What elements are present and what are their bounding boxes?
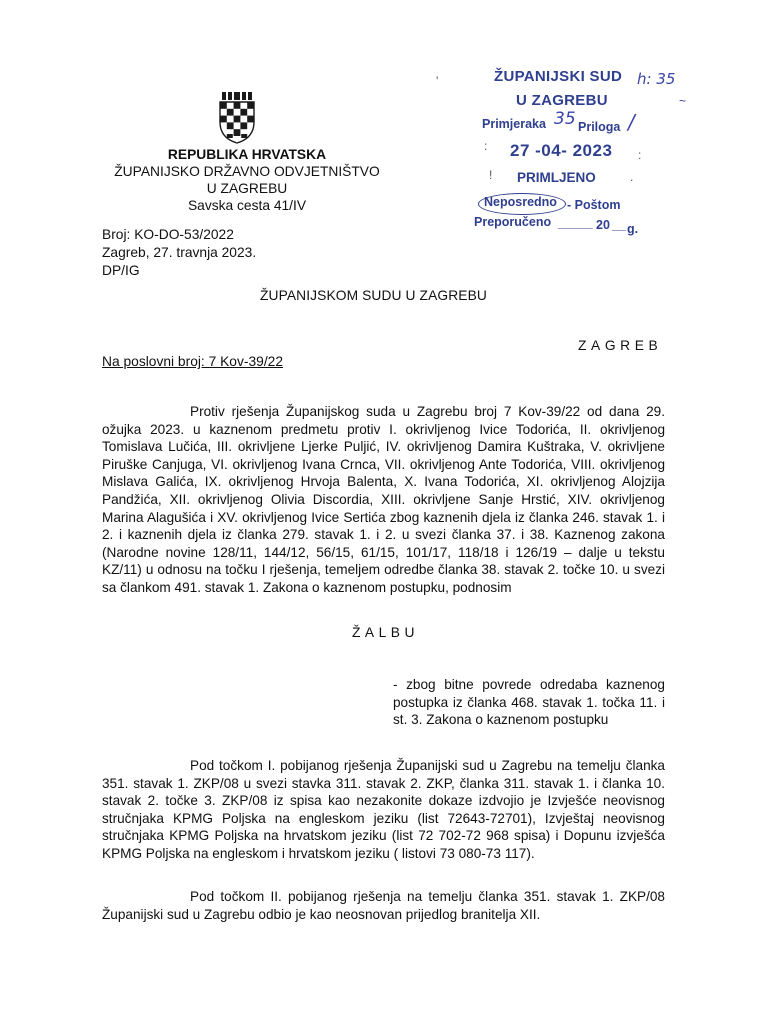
stamp-year: 20 [596,218,610,232]
header-country: REPUBLIKA HRVATSKA [167,147,327,162]
appeal-title: ŽALBU [352,625,419,640]
stray-mark: : [638,148,642,162]
document-date: Zagreb, 27. travnja 2023. [102,245,257,260]
paragraph-3: Pod točkom II. pobijanog rješenja na temelju članka 351. stavak 1. ZKP/08 Županijski sud u Zagrebu odbio je kao neosnovan prijedlog branitelja XII. [102,889,665,922]
stamp-date: 27 -04- 2023 [510,141,613,160]
addressee-city: ZAGREB [578,338,663,353]
header-address: Savska cesta 41/IV [187,198,307,213]
stray-mark: . [630,170,634,184]
header-city: U ZAGREBU [206,181,288,196]
stamp-direct: Neposredno [484,195,557,209]
stamp-registered: Preporučeno [474,215,552,229]
stamp-court: ŽUPANIJSKI SUD [494,68,623,85]
stray-mark: ~ [679,94,687,108]
stamp-city: U ZAGREBU [516,92,608,109]
stamp-attachments-label: Primjeraka [482,117,546,131]
stamp-year-blank: __ [612,218,626,232]
stamp-g: g. [627,222,639,236]
stamp-post: - Poštom [567,198,621,212]
stamp-time: h: 35 [637,70,676,88]
stamp-registered-blank: _____ [558,216,593,230]
initials: DP/IG [102,263,140,278]
croatian-coat-of-arms-icon [218,92,256,144]
addressee: ŽUPANIJSKOM SUDU U ZAGREBU [260,288,487,303]
stamp-received: PRIMLJENO [517,170,596,185]
appeal-reason: - zbog bitne povrede odredaba kaznenog postupka iz članka 468. stavak 1. točka 11. i st. 3. Zakona o kaznenom postupku [393,677,665,728]
paragraph-2: Pod točkom I. pobijanog rješenja Županijski sud u Zagrebu na temelju članka 351. stavak 1. ZKP/08 u svezi stavka 311. stavak 2. ZKP, članka 311. stavak 1. i članka 10. stavak 2. točke 3. ZKP/08 iz spisa kao nezakonite dokaze izdvojio je Izvješće neovisnog stručnjaka KPMG Poljska na engleskom jeziku (list 72643-72701), Izvještaj neovisnog stručnjaka KPMG Poljska na hrvatskom jeziku (list 72 702-72 968 spisa) i Dopunu izvješća KPMG Poljska na engleskom i hrvatskom jeziku ( listovi 73 080-73 117). [102,758,665,861]
case-number: Broj: KO-DO-53/2022 [102,227,234,242]
header-office: ŽUPANIJSKO DRŽAVNO ODVJETNIŠTVO [114,164,380,179]
stamp-priloga-label: Priloga [578,120,621,134]
stray-mark: ' [436,74,439,88]
reference-number: Na poslovni broj: 7 Kov-39/22 [102,354,283,369]
paragraph-1: Protiv rješenja Županijskog suda u Zagrebu broj 7 Kov-39/22 od dana 29. ožujka 2023. u kaznenom predmetu protiv I. okrivljenog Ivice Todorića, II. okrivljenog Tomislava Lučića, III. okrivljene Ljerke Puljić, IV. okrivljenog Damira Kuštraka, V. okrivljene Piruške Canjuga, VI. okrivljenog Ivana Crnca, VII. okrivljenog Ante Todorića, VIII. okrivljenog Mislava Galića, IX. okrivljenog Hrvoja Balenta, X. Ivana Todorića, XI. okrivljenog Alojzija Pandžića, XII. okrivljenog Olivia Discordia, XIII. okrivljene Sanje Hrstić, XIV. okrivljenog Marina Alagušića i XV. okrivljenog Ivice Sertića zbog kaznenih djela iz članka 246. stavak 1. i 2. i kaznenih djela iz članka 279. stavak 1. i 2. u svezi članka 37. i 38. Kaznenog zakona (Narodne novine 128/11, 144/12, 56/15, 61/15, 101/17, 118/18 i 126/19 – dalje u tekstu KZ/11) u odnosu na točku I rješenja, temeljem odredbe članka 38. stavak 2. točke 10. u svezi sa člankom 491. stavak 1. Zakona o kaznenom postupku, podnosim [102,404,665,595]
stamp-attachments-value: 35 [554,109,576,129]
stray-mark: ! [489,168,493,182]
stamp-priloga-value: / [628,110,635,134]
stray-mark: : [484,139,488,153]
